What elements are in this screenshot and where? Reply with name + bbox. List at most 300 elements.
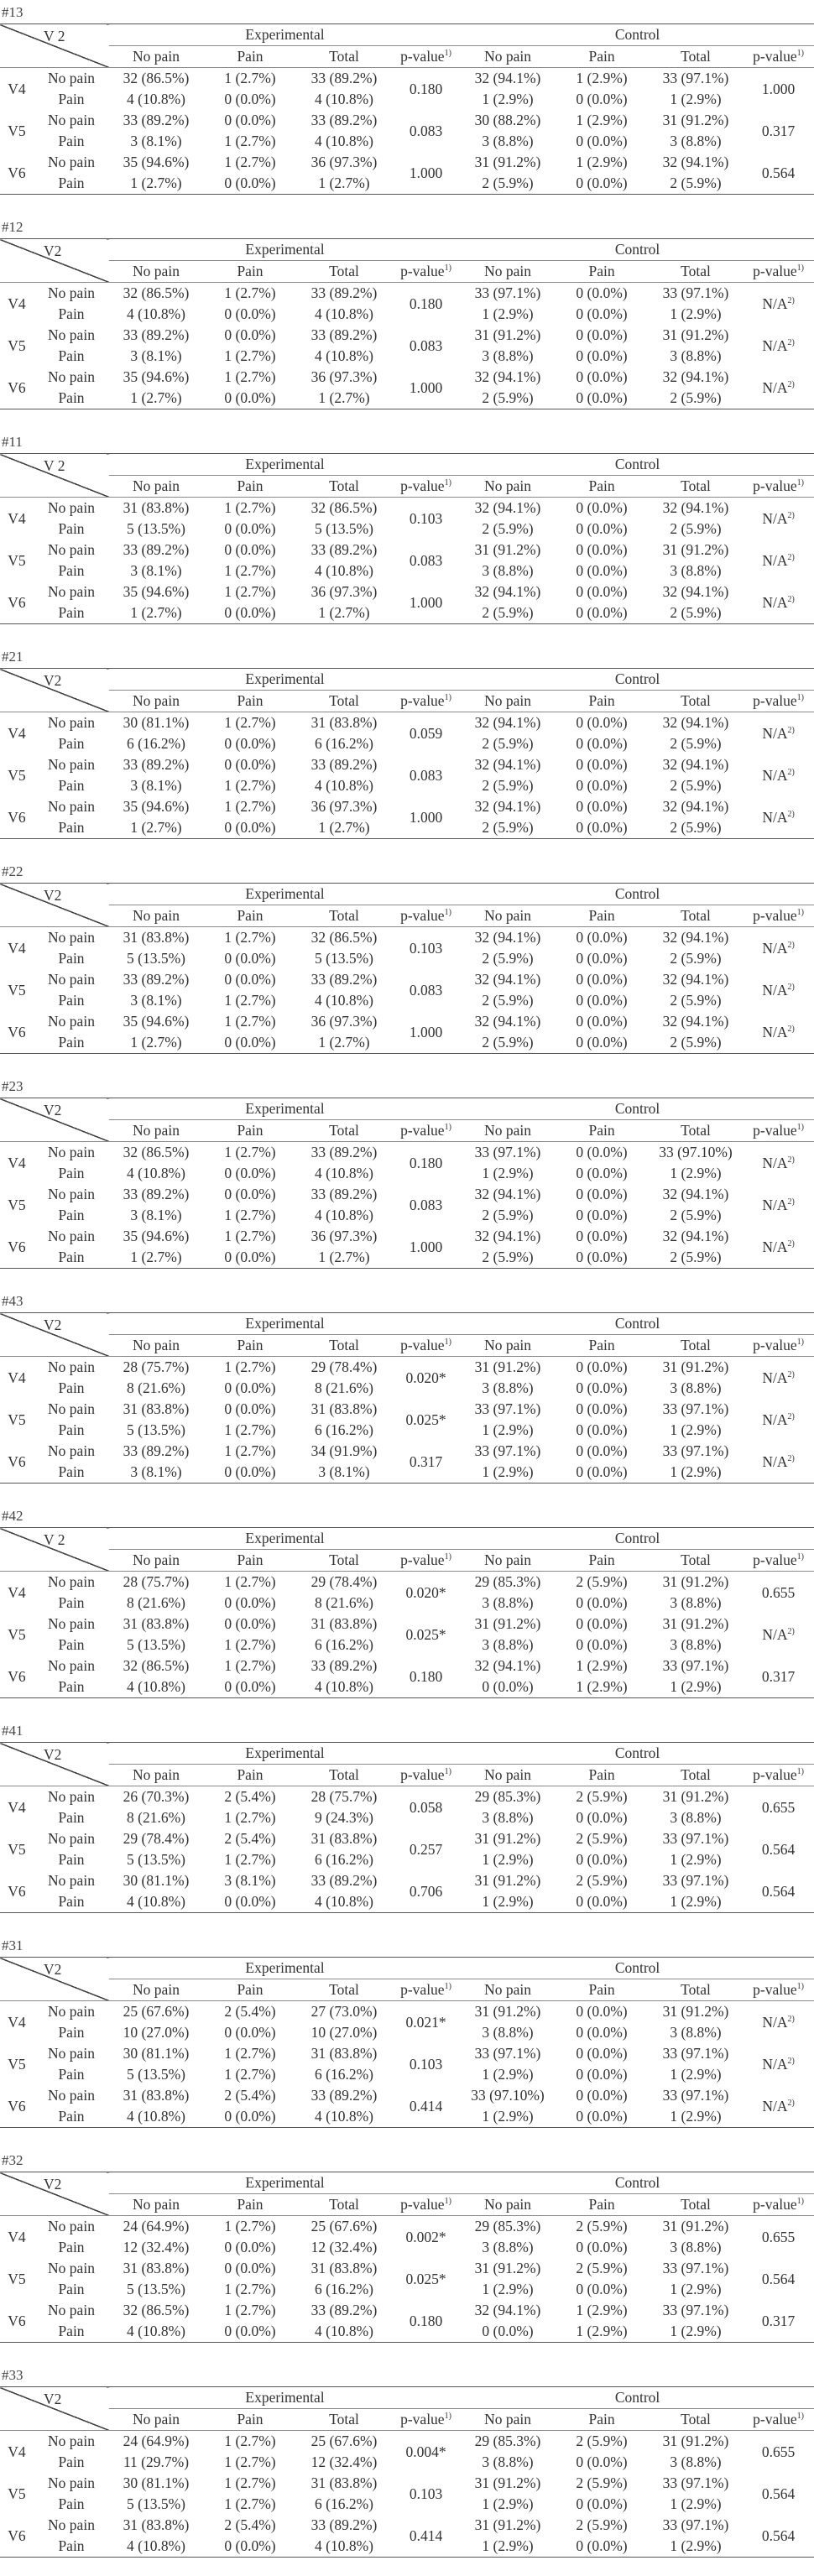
pvalue-header: p-value$^{1)}$ xyxy=(391,1765,461,1786)
control-cell: 32 (94.1%) xyxy=(474,756,541,773)
experimental-cell: 33 (89.2%) xyxy=(310,971,378,988)
category-label: Pain xyxy=(58,305,85,322)
column-header: Pain xyxy=(555,2194,649,2216)
control-cell: 0 (0.0%) xyxy=(576,1379,628,1396)
table-row xyxy=(0,367,814,388)
control-cell: 0 (0.0%) xyxy=(576,1013,628,1030)
column-header: No pain xyxy=(109,691,203,712)
control-cell: 33 (97.1%) xyxy=(662,2516,729,2533)
column-header: Pain xyxy=(203,1550,297,1572)
table-tag: #42 xyxy=(2,1508,23,1524)
category-label: Pain xyxy=(58,1207,85,1223)
experimental-cell: 4 (10.8%) xyxy=(315,2323,373,2339)
experimental-cell: 0 (0.0%) xyxy=(224,326,276,343)
experimental-cell: 1 (2.7%) xyxy=(318,819,370,836)
category-label: No pain xyxy=(48,1400,95,1417)
experimental-cell: 1 (2.7%) xyxy=(224,929,276,946)
row-label: V5 xyxy=(8,766,26,784)
column-header: Pain xyxy=(203,1765,297,1786)
control-pvalue: $N/A^{2)}$ xyxy=(762,2097,795,2115)
control-cell: 0 (0.0%) xyxy=(576,1615,628,1632)
control-cell: 0 (0.0%) xyxy=(576,604,628,621)
category-label: Pain xyxy=(58,2323,85,2339)
pvalue-header: p-value$^{1)}$ xyxy=(391,46,461,68)
experimental-cell: 33 (89.2%) xyxy=(310,1657,378,1674)
control-cell: 0 (0.0%) xyxy=(576,1400,628,1417)
experimental-cell: 0 (0.0%) xyxy=(224,1034,276,1051)
experimental-cell: 31 (83.8%) xyxy=(123,2260,190,2276)
control-cell: 2 (5.9%) xyxy=(576,2474,628,2491)
control-cell: 2 (5.9%) xyxy=(482,777,534,794)
column-header: No pain xyxy=(461,261,555,283)
table-row xyxy=(0,1656,814,1676)
category-label: Pain xyxy=(58,520,85,537)
column-header: No pain xyxy=(109,261,203,283)
experimental-cell: 33 (89.2%) xyxy=(310,756,378,773)
visit-label: V2 xyxy=(44,887,62,904)
experimental-pvalue: 0.414 xyxy=(409,2097,443,2115)
control-cell: 32 (94.1%) xyxy=(662,583,729,600)
row-label: V4 xyxy=(8,2013,26,2031)
experimental-cell: 4 (10.8%) xyxy=(315,777,373,794)
control-cell: 1 (2.9%) xyxy=(670,2281,722,2297)
control-cell: 31 (91.2%) xyxy=(474,541,541,558)
control-cell: 0 (0.0%) xyxy=(576,284,628,301)
experimental-cell: 1 (2.7%) xyxy=(224,2433,276,2449)
row-label: V4 xyxy=(8,1798,26,1816)
experimental-cell: 25 (67.6%) xyxy=(123,2003,190,2020)
control-cell: 32 (94.1%) xyxy=(662,499,729,516)
control-cell: 0 (0.0%) xyxy=(576,1463,628,1480)
control-cell: 2 (5.9%) xyxy=(670,992,722,1009)
table-row xyxy=(0,2001,814,2023)
corner-header xyxy=(0,454,109,498)
table-row xyxy=(0,1614,814,1635)
category-label: No pain xyxy=(48,154,95,170)
row-label: V6 xyxy=(8,1452,26,1470)
category-label: Pain xyxy=(58,2453,85,2470)
experimental-cell: 35 (94.6%) xyxy=(123,154,190,170)
experimental-cell: 0 (0.0%) xyxy=(224,1678,276,1695)
category-label: No pain xyxy=(48,1872,95,1889)
experimental-cell: 24 (64.9%) xyxy=(123,2433,190,2449)
control-cell: 2 (5.9%) xyxy=(482,175,534,191)
column-header: Pain xyxy=(203,46,297,68)
experimental-cell: 33 (89.2%) xyxy=(123,971,190,988)
category-label: Pain xyxy=(58,1165,85,1181)
experimental-cell: 1 (2.7%) xyxy=(224,1657,276,1674)
control-cell: 1 (2.9%) xyxy=(576,1678,628,1695)
experimental-cell: 31 (83.8%) xyxy=(310,1615,378,1632)
row-label: V6 xyxy=(8,1667,26,1685)
column-header: Pain xyxy=(203,1335,297,1357)
table-tag: #33 xyxy=(2,2367,23,2383)
control-cell: 0 (0.0%) xyxy=(576,1594,628,1611)
experimental-cell: 4 (10.8%) xyxy=(315,305,373,322)
experimental-header: Experimental xyxy=(109,884,461,905)
category-label: No pain xyxy=(48,2474,95,2491)
experimental-cell: 32 (86.5%) xyxy=(123,1144,190,1160)
row-label: V5 xyxy=(8,1840,26,1858)
table-tag: #13 xyxy=(2,4,23,20)
visit-label: V2 xyxy=(44,242,62,259)
experimental-cell: 36 (97.3%) xyxy=(310,1013,378,1030)
experimental-cell: 35 (94.6%) xyxy=(123,1013,190,1030)
experimental-cell: 0 (0.0%) xyxy=(224,2323,276,2339)
experimental-cell: 0 (0.0%) xyxy=(224,520,276,537)
control-cell: 2 (5.9%) xyxy=(482,520,534,537)
pvalue-header: p-value$^{1)}$ xyxy=(743,2194,814,2216)
control-pvalue: 0.317 xyxy=(761,122,796,139)
experimental-cell: 0 (0.0%) xyxy=(224,112,276,128)
pvalue-header: p-value$^{1)}$ xyxy=(391,691,461,712)
category-label: Pain xyxy=(58,2281,85,2297)
control-cell: 3 (8.8%) xyxy=(482,2453,534,2470)
experimental-pvalue: 0.059 xyxy=(409,724,443,742)
experimental-cell: 1 (2.7%) xyxy=(224,1207,276,1223)
experimental-cell: 2 (5.4%) xyxy=(224,1830,276,1847)
pvalue-header: p-value$^{1)}$ xyxy=(743,1550,814,1572)
pvalue-header: p-value$^{1)}$ xyxy=(743,1979,814,2001)
category-label: No pain xyxy=(48,112,95,128)
experimental-cell: 24 (64.9%) xyxy=(123,2218,190,2234)
experimental-pvalue: 0.083 xyxy=(409,1196,443,1213)
category-label: Pain xyxy=(58,2239,85,2255)
control-cell: 3 (8.8%) xyxy=(670,1636,722,1653)
experimental-cell: 4 (10.8%) xyxy=(315,347,373,364)
control-cell: 0 (0.0%) xyxy=(576,1851,628,1868)
row-label: V4 xyxy=(8,939,26,957)
control-cell: 2 (5.9%) xyxy=(576,2516,628,2533)
experimental-cell: 5 (13.5%) xyxy=(127,1851,185,1868)
experimental-pvalue: 0.002* xyxy=(405,2228,446,2245)
category-label: No pain xyxy=(48,70,95,86)
experimental-cell: 36 (97.3%) xyxy=(310,1228,378,1244)
category-label: No pain xyxy=(48,326,95,343)
experimental-cell: 3 (8.1%) xyxy=(130,1207,182,1223)
control-cell: 31 (91.2%) xyxy=(474,326,541,343)
category-label: Pain xyxy=(58,2066,85,2083)
control-cell: 1 (2.9%) xyxy=(482,2495,534,2512)
visit-label: V2 xyxy=(44,672,62,689)
category-label: Pain xyxy=(58,1379,85,1396)
experimental-cell: 12 (32.4%) xyxy=(310,2239,378,2255)
column-header: Total xyxy=(297,1335,391,1357)
category-label: No pain xyxy=(48,1186,95,1202)
experimental-cell: 1 (2.7%) xyxy=(224,2453,276,2470)
table-row xyxy=(0,2473,814,2494)
control-pvalue: 0.564 xyxy=(761,2270,796,2287)
row-label: V6 xyxy=(8,1238,26,1255)
row-label: V6 xyxy=(8,808,26,826)
control-cell: 32 (94.1%) xyxy=(474,1228,541,1244)
category-label: No pain xyxy=(48,1788,95,1805)
control-cell: 0 (0.0%) xyxy=(576,2495,628,2512)
control-cell: 32 (94.1%) xyxy=(662,154,729,170)
experimental-cell: 12 (32.4%) xyxy=(310,2453,378,2470)
corner-header xyxy=(0,884,109,927)
visit-label: V2 xyxy=(44,2391,62,2407)
experimental-pvalue: 1.000 xyxy=(409,808,443,826)
pvalue-header: p-value$^{1)}$ xyxy=(391,476,461,498)
column-header: No pain xyxy=(109,476,203,498)
experimental-cell: 1 (2.7%) xyxy=(224,2045,276,2062)
control-cell: 1 (2.9%) xyxy=(670,305,722,322)
control-cell: 0 (0.0%) xyxy=(576,1207,628,1223)
experimental-cell: 33 (89.2%) xyxy=(310,112,378,128)
column-header: No pain xyxy=(109,46,203,68)
experimental-cell: 1 (2.7%) xyxy=(130,389,182,406)
row-label: V4 xyxy=(8,724,26,742)
control-cell: 0 (0.0%) xyxy=(576,305,628,322)
control-cell: 32 (94.1%) xyxy=(474,1186,541,1202)
column-header: Total xyxy=(297,261,391,283)
experimental-cell: 29 (78.4%) xyxy=(310,1573,378,1590)
experimental-cell: 4 (10.8%) xyxy=(127,2108,185,2125)
pvalue-header: p-value$^{1)}$ xyxy=(743,2409,814,2431)
control-cell: 0 (0.0%) xyxy=(576,714,628,731)
control-pvalue: 0.655 xyxy=(761,1583,796,1601)
experimental-header: Experimental xyxy=(109,1528,461,1550)
experimental-pvalue: 0.180 xyxy=(409,1154,443,1171)
corner-header xyxy=(0,669,109,712)
experimental-cell: 0 (0.0%) xyxy=(224,175,276,191)
control-cell: 33 (97.1%) xyxy=(662,2302,729,2318)
control-cell: 2 (5.9%) xyxy=(576,2260,628,2276)
experimental-cell: 1 (2.7%) xyxy=(224,583,276,600)
pvalue-header: p-value$^{1)}$ xyxy=(743,1765,814,1786)
category-label: No pain xyxy=(48,971,95,988)
experimental-cell: 31 (83.8%) xyxy=(310,2474,378,2491)
experimental-pvalue: 0.083 xyxy=(409,551,443,569)
experimental-pvalue: 0.180 xyxy=(409,1667,443,1685)
experimental-cell: 0 (0.0%) xyxy=(224,756,276,773)
control-cell: 2 (5.9%) xyxy=(670,950,722,967)
category-label: No pain xyxy=(48,2516,95,2533)
experimental-pvalue: 0.180 xyxy=(409,2312,443,2329)
category-label: Pain xyxy=(58,1594,85,1611)
table-row xyxy=(0,2085,814,2106)
control-cell: 1 (2.9%) xyxy=(670,2066,722,2083)
experimental-cell: 31 (83.8%) xyxy=(123,1400,190,1417)
corner-header xyxy=(0,1958,109,2001)
experimental-cell: 3 (8.1%) xyxy=(224,1872,276,1889)
pvalue-header: p-value$^{1)}$ xyxy=(743,905,814,927)
control-cell: 0 (0.0%) xyxy=(576,1186,628,1202)
experimental-cell: 0 (0.0%) xyxy=(224,1463,276,1480)
visit-label: V2 xyxy=(44,2176,62,2193)
control-cell: 3 (8.8%) xyxy=(482,1594,534,1611)
control-header: Control xyxy=(461,1313,814,1335)
pvalue-header: p-value$^{1)}$ xyxy=(743,476,814,498)
control-cell: 32 (94.1%) xyxy=(474,798,541,815)
control-cell: 1 (2.9%) xyxy=(670,1851,722,1868)
experimental-cell: 31 (83.8%) xyxy=(123,499,190,516)
experimental-cell: 1 (2.7%) xyxy=(224,1228,276,1244)
category-label: Pain xyxy=(58,1421,85,1438)
row-label: V6 xyxy=(8,2097,26,2115)
experimental-cell: 32 (86.5%) xyxy=(310,499,378,516)
experimental-cell: 31 (83.8%) xyxy=(310,1830,378,1847)
experimental-cell: 0 (0.0%) xyxy=(224,2537,276,2554)
experimental-cell: 5 (13.5%) xyxy=(127,950,185,967)
control-cell: 32 (94.1%) xyxy=(662,368,729,385)
control-cell: 0 (0.0%) xyxy=(576,1636,628,1653)
control-cell: 31 (91.2%) xyxy=(662,541,729,558)
experimental-cell: 0 (0.0%) xyxy=(224,1893,276,1910)
experimental-cell: 30 (81.1%) xyxy=(123,2474,190,2491)
control-cell: 3 (8.8%) xyxy=(670,2453,722,2470)
control-pvalue: 0.317 xyxy=(761,2312,796,2329)
experimental-cell: 4 (10.8%) xyxy=(127,2537,185,2554)
control-cell: 2 (5.9%) xyxy=(670,777,722,794)
category-label: No pain xyxy=(48,1830,95,1847)
experimental-cell: 1 (2.7%) xyxy=(224,2218,276,2234)
experimental-cell: 1 (2.7%) xyxy=(224,2281,276,2297)
table-row xyxy=(0,2258,814,2279)
control-pvalue: 0.317 xyxy=(761,1667,796,1685)
control-cell: 0 (0.0%) xyxy=(576,1421,628,1438)
control-header: Control xyxy=(461,1743,814,1765)
control-cell: 0 (0.0%) xyxy=(576,971,628,988)
control-cell: 32 (94.1%) xyxy=(662,1228,729,1244)
control-cell: 29 (85.3%) xyxy=(474,2218,541,2234)
control-cell: 0 (0.0%) xyxy=(576,499,628,516)
category-label: No pain xyxy=(48,1615,95,1632)
experimental-cell: 1 (2.7%) xyxy=(318,604,370,621)
corner-header xyxy=(0,1743,109,1786)
control-cell: 32 (94.1%) xyxy=(662,1186,729,1202)
control-cell: 33 (97.1%) xyxy=(662,2260,729,2276)
column-header: Pain xyxy=(555,1120,649,1142)
experimental-cell: 0 (0.0%) xyxy=(224,2260,276,2276)
column-header: Total xyxy=(649,1765,743,1786)
control-cell: 0 (0.0%) xyxy=(576,541,628,558)
category-label: Pain xyxy=(58,604,85,621)
control-cell: 0 (0.0%) xyxy=(576,950,628,967)
control-cell: 31 (91.2%) xyxy=(662,1788,729,1805)
experimental-cell: 2 (5.4%) xyxy=(224,2516,276,2533)
experimental-cell: 30 (81.1%) xyxy=(123,714,190,731)
experimental-cell: 10 (27.0%) xyxy=(123,2024,190,2041)
column-header: Total xyxy=(297,46,391,68)
control-pvalue: $N/A^{2)}$ xyxy=(762,378,795,396)
control-cell: 31 (91.2%) xyxy=(474,1872,541,1889)
table-tag: #41 xyxy=(2,1723,23,1739)
table-row xyxy=(0,2216,814,2238)
experimental-cell: 4 (10.8%) xyxy=(315,992,373,1009)
column-header: Total xyxy=(297,691,391,712)
column-header: No pain xyxy=(109,1335,203,1357)
control-cell: 32 (94.1%) xyxy=(662,1013,729,1030)
column-header: Total xyxy=(297,1120,391,1142)
category-label: Pain xyxy=(58,562,85,579)
control-cell: 31 (91.2%) xyxy=(474,154,541,170)
category-label: No pain xyxy=(48,929,95,946)
category-label: Pain xyxy=(58,819,85,836)
row-label: V4 xyxy=(8,509,26,527)
experimental-cell: 31 (83.8%) xyxy=(310,714,378,731)
control-cell: 32 (94.1%) xyxy=(662,756,729,773)
row-label: V5 xyxy=(8,2270,26,2287)
experimental-cell: 25 (67.6%) xyxy=(310,2433,378,2449)
experimental-cell: 9 (24.3%) xyxy=(315,1809,373,1826)
visit-label: V 2 xyxy=(44,28,65,44)
control-cell: 0 (0.0%) xyxy=(576,326,628,343)
experimental-cell: 6 (16.2%) xyxy=(315,2281,373,2297)
experimental-pvalue: 0.180 xyxy=(409,80,443,97)
experimental-cell: 33 (89.2%) xyxy=(310,541,378,558)
experimental-cell: 4 (10.8%) xyxy=(315,1165,373,1181)
control-cell: 0 (0.0%) xyxy=(576,2281,628,2297)
column-header: Total xyxy=(649,476,743,498)
experimental-cell: 0 (0.0%) xyxy=(224,1615,276,1632)
experimental-cell: 5 (13.5%) xyxy=(127,1636,185,1653)
category-label: No pain xyxy=(48,2045,95,2062)
control-cell: 31 (91.2%) xyxy=(662,1573,729,1590)
experimental-cell: 1 (2.7%) xyxy=(224,992,276,1009)
control-header: Control xyxy=(461,2387,814,2409)
experimental-cell: 1 (2.7%) xyxy=(224,154,276,170)
table-row xyxy=(0,325,814,346)
experimental-cell: 1 (2.7%) xyxy=(224,798,276,815)
control-cell: 32 (94.1%) xyxy=(474,2302,541,2318)
experimental-cell: 35 (94.6%) xyxy=(123,798,190,815)
control-cell: 1 (2.9%) xyxy=(670,1678,722,1695)
control-cell: 2 (5.9%) xyxy=(482,950,534,967)
control-pvalue: $N/A^{2)}$ xyxy=(762,1023,795,1040)
table-row xyxy=(0,1828,814,1849)
control-cell: 33 (97.10%) xyxy=(659,1144,733,1160)
experimental-cell: 5 (13.5%) xyxy=(315,950,373,967)
control-cell: 0 (0.0%) xyxy=(576,2108,628,2125)
table-tag: #11 xyxy=(2,434,23,450)
control-cell: 2 (5.9%) xyxy=(670,520,722,537)
column-header: Pain xyxy=(203,476,297,498)
column-header: Total xyxy=(649,2409,743,2431)
control-cell: 2 (5.9%) xyxy=(482,992,534,1009)
experimental-cell: 1 (2.7%) xyxy=(224,2066,276,2083)
control-cell: 3 (8.8%) xyxy=(482,2239,534,2255)
control-cell: 1 (2.9%) xyxy=(482,1421,534,1438)
control-cell: 3 (8.8%) xyxy=(670,133,722,149)
pvalue-header: p-value$^{1)}$ xyxy=(391,1979,461,2001)
pvalue-header: p-value$^{1)}$ xyxy=(391,1550,461,1572)
control-cell: 0 (0.0%) xyxy=(576,798,628,815)
experimental-pvalue: 0.083 xyxy=(409,766,443,784)
pvalue-header: p-value$^{1)}$ xyxy=(391,1335,461,1357)
visit-label: V2 xyxy=(44,1746,62,1763)
control-cell: 0 (0.0%) xyxy=(576,2537,628,2554)
experimental-pvalue: 1.000 xyxy=(409,378,443,396)
experimental-pvalue: 0.103 xyxy=(409,2485,443,2502)
experimental-cell: 0 (0.0%) xyxy=(224,819,276,836)
control-cell: 2 (5.9%) xyxy=(482,819,534,836)
row-label: V4 xyxy=(8,1154,26,1171)
control-cell: 3 (8.8%) xyxy=(670,347,722,364)
control-pvalue: $N/A^{2)}$ xyxy=(762,1238,795,1255)
results-table xyxy=(0,23,814,195)
experimental-cell: 28 (75.7%) xyxy=(310,1788,378,1805)
experimental-cell: 1 (2.7%) xyxy=(224,1573,276,1590)
table-tag: #32 xyxy=(2,2152,23,2168)
control-cell: 1 (2.9%) xyxy=(482,2281,534,2297)
experimental-pvalue: 0.103 xyxy=(409,2055,443,2073)
row-label: V5 xyxy=(8,122,26,139)
control-cell: 0 (0.0%) xyxy=(576,1034,628,1051)
table-row xyxy=(0,283,814,305)
control-cell: 31 (91.2%) xyxy=(662,1615,729,1632)
